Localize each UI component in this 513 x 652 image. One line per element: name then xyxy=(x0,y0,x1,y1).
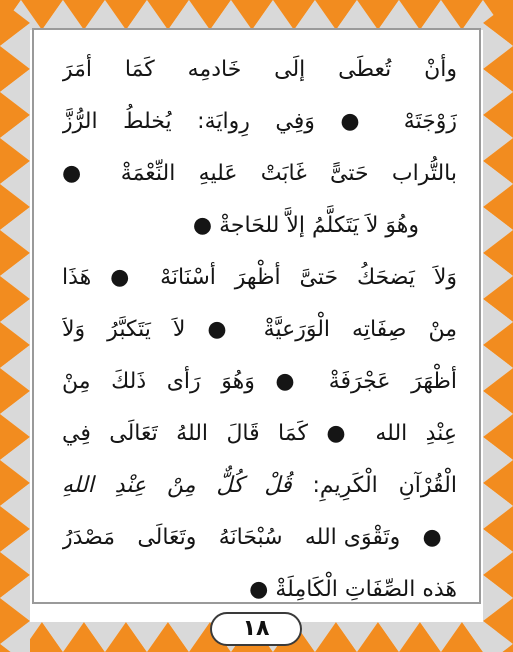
text-line-7: أظْهَرَ عَجْرَفَةْ ● وَهُوَ رَأى ذَلكَ مِنْ xyxy=(62,369,457,394)
text-line-6: مِنْ صِفَاتِه الْوَرَعيَّةْ ● لاَ يَتَكبَّرُ وَلاَ xyxy=(62,317,457,342)
text-line-5: وَلاَ يَضحَكُ حَتىَّ أظْهرَ أسْنَانَهْ ● هَذَا xyxy=(62,265,457,290)
text-body xyxy=(62,44,457,616)
quran-reference: الْقُرْآنِ الْكَرِيمِ: xyxy=(312,473,457,498)
text-panel xyxy=(32,28,481,604)
text-line-10 xyxy=(62,512,457,564)
border-zigzag-left xyxy=(0,0,30,652)
quran-quote: قُلْ كُلٌّ مِنْ عِنْدِ اللهِ xyxy=(62,473,292,498)
text-line-3: بالتُّراب حَتىًّ غَابَتْ عَليهِ النِّعْمَةْ ● xyxy=(62,161,457,186)
text-line-11: هَذه الصِّفَاتِ الْكَامِلَةْ ● xyxy=(249,577,457,602)
border-zigzag-top xyxy=(0,0,513,30)
text-line-1: وأنْ تُعطَى إلَى خَادمِه كَمَا أمَرَ xyxy=(62,57,457,82)
text-line-8: عِنْدِ الله ● كَمَا قَالَ اللهُ تَعَالَى فِي xyxy=(62,421,457,446)
text-line-quran xyxy=(62,460,457,512)
bullet-mark: ● xyxy=(422,525,457,550)
text-line-4: وهُوَ لاَ يَتَكلَّمُ إلاَّ للحَاجةْ ● xyxy=(192,213,419,238)
page-number: ١٨ xyxy=(210,612,302,646)
text-line-2: زَوْجَتَهْ ● وَفِي رِوايَة: يُخلطُ الرُّزَّ xyxy=(62,109,457,134)
text-line-10-body: وتَقْوَى الله سُبْحَانَهُ وتَعَالَى مَصْدَرُ xyxy=(62,525,401,550)
border-zigzag-right xyxy=(483,0,513,652)
